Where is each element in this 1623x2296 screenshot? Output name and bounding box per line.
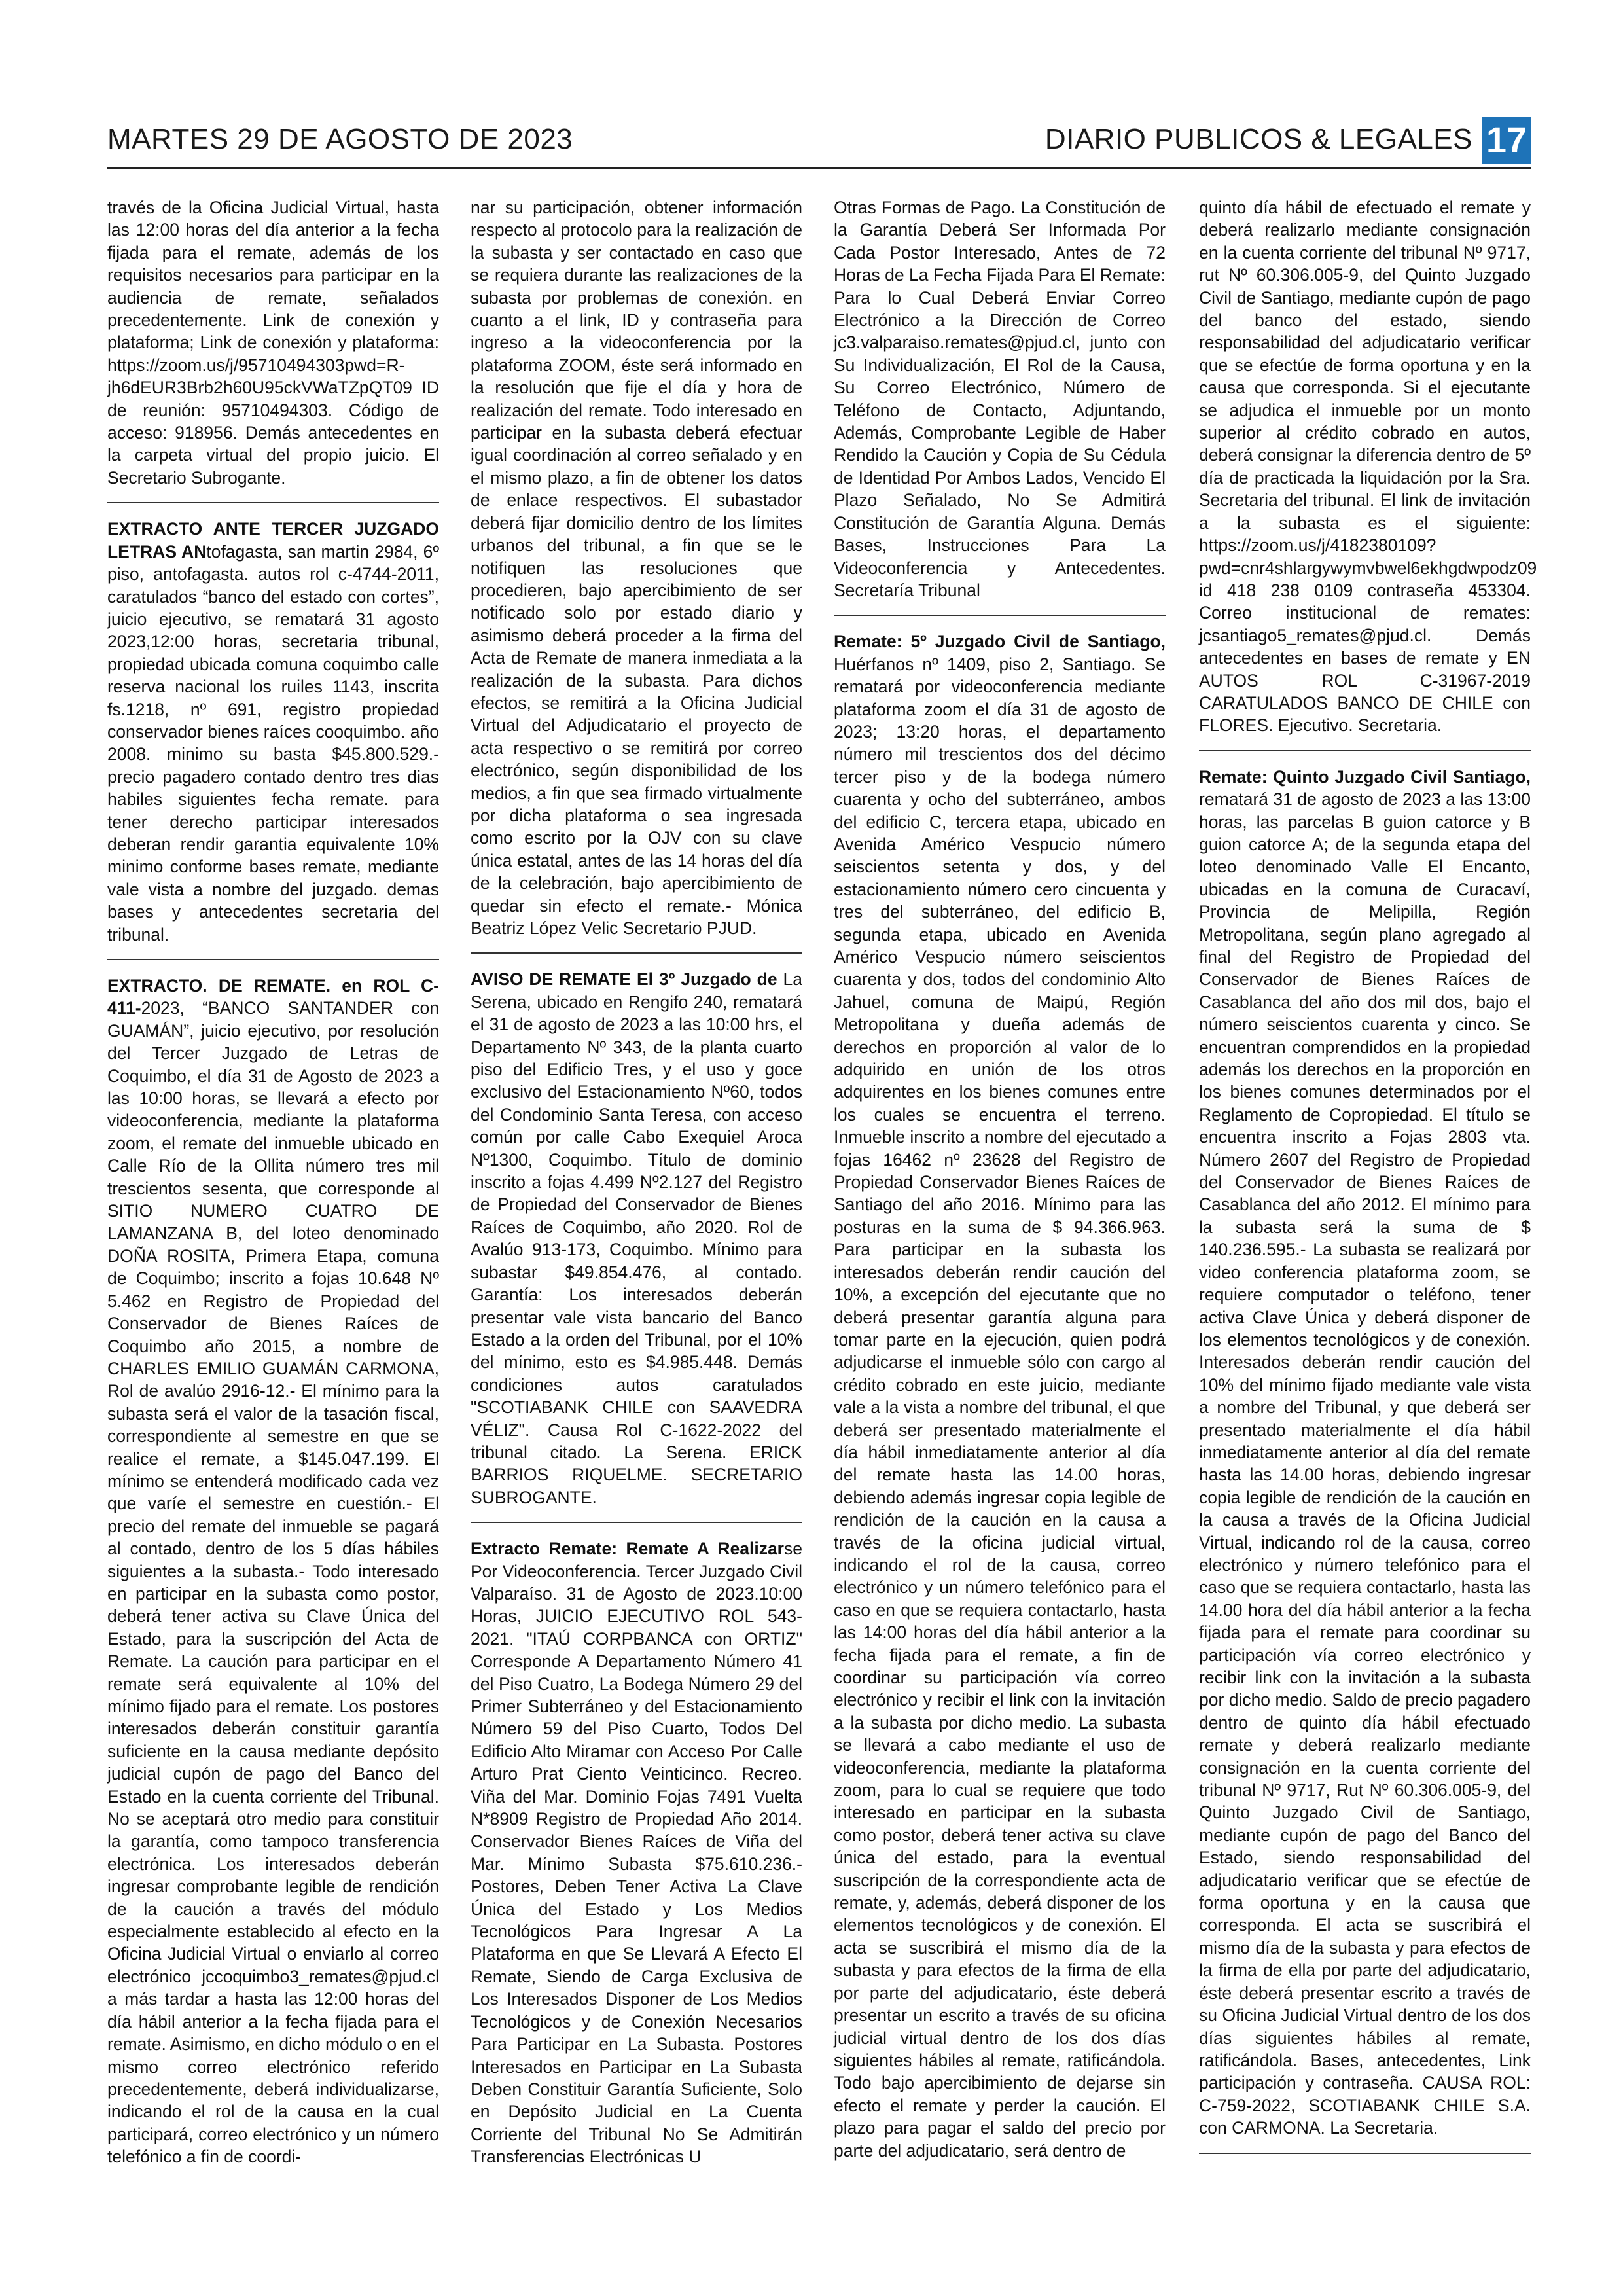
notice-divider — [471, 952, 802, 954]
issue-date: MARTES 29 DE AGOSTO DE 2023 — [107, 123, 573, 155]
notice-body: se Por Videoconferencia. Tercer Juzgado Civil Valparaíso. 31 de Agosto de 2023.10:00 Horas, JUICIO EJECUTIVO ROL 543-2021. "ITAÚ CORPBANCA con ORTIZ" Corresponde A Departamento Número 41 del Piso Cuatro, La Bodega Número 29 del Primer Subterráneo y del Estacionamiento Número 59 del Piso Cuarto, Todos Del Edificio Alto Miramar con Acceso Por Calle Arturo Prat Ciento Veinticinco. Recreo. Viña del Mar. Dominio Fojas 7491 Vuelta N*8909 Registro de Propiedad Año 2014. Conservador Bienes Raíces de Viña del Mar. Mínimo Subasta $75.610.236.- Postores, Deben Tener Activa La Clave Única del Estado y Los Medios Tecnológicos Para Ingresar A La Plataforma en que Se Llevará A Efecto El Remate, Siendo de Carga Exclusiva de Los Interesados Disponer de Los Medios Tecnológicos y de Conexión Necesarios Para Participar en La Subasta. Postores Interesados en Participar en La Subasta Deben Constituir Garantía Suficiente, Solo en Depósito Judicial en La Cuenta Corriente del Tribunal No Se Admitirán Transferencias Electrónicas U — [471, 1539, 802, 2167]
legal-notice — [107, 975, 439, 2168]
notice-title: Extracto Remate: Remate A Realizar — [471, 1539, 784, 1559]
notice-continuation — [1199, 196, 1537, 737]
legal-notice — [834, 630, 1166, 2162]
page-number-badge: 17 — [1482, 117, 1531, 164]
notice-title: Remate: 5º Juzgado Civil de Santiago, — [834, 632, 1166, 652]
notice-body: Huérfanos nº 1409, piso 2, Santiago. Se rematará por videoconferencia mediante plataforma zoom el día 31 de agosto de 2023; 13:20 horas, el departamento número mil trescientos dos del décimo tercer piso y de la bodega número cuarenta y ocho del subterráneo, ambos del edificio C, tercera etapa, ubicado en Avenida Américo Vespucio número seiscientos setenta y dos, y del estacionamiento número cero cincuenta y tres del subterráneo, del edificio B, segunda etapa, ubicado en Avenida Américo Vespucio número seiscientos cuarenta y dos, todos del condominio Alto Jahuel, comuna de Maipú, Región Metropolitana y dueña además de derechos en proporción al valor de lo adquirido en unión de los otros adquirentes en los bienes comunes entre los cuales se encuentra el terreno. Inmueble inscrito a nombre del ejecutado a fojas 16462 nº 23628 del Registro de Propiedad Conservador Bienes Raíces de Santiago del año 2016. Mínimo para las posturas en la suma de $ 94.366.963. Para participar en la subasta los interesados deberán rendir caución del 10%, a excepción del ejecutante que no deberá presentar garantía alguna para tomar parte en la ejecución, quien podrá adjudicarse el inmueble sólo con cargo al crédito cobrado en este juicio, mediante vale a la vista a nombre del tribunal, el que deberá ser presentado materialmente el día hábil inmediatamente anterior al día del remate hasta las 14.00 horas, debiendo además ingresar copia legible de rendición de la caución en la causa a través de la oficina judicial virtual, indicando el rol de la causa, correo electrónico y un número telefónico para el caso en que se requiera contactarlo, hasta las 14:00 horas del día hábil anterior a la fecha fijada para el remate, a fin de coordinar su participación vía correo electrónico y recibir el link con la invitación a la subasta por dicho medio. La subasta se llevará a cabo mediante el uso de videoconferencia, mediante la plataforma zoom, para lo cual se requiere que todo interesado en participar en la subasta como postor, deberá tener activa su clave única del estado, para la eventual suscripción de la correspondiente acta de remate, y, además, deberá disponer de los elementos tecnológicos y de conexión. El acta se suscribirá el mismo día de la subasta y para efectos de la firma de ella por parte del adjudicatario, éste deberá presentar un escrito a través de su oficina judicial virtual dentro de los dos días siguientes hábiles al remate, ratificándola. Todo bajo apercibimiento de dejarse sin efecto el remate y perder la caución. El plazo para pagar el saldo del precio por parte del adjudicatario, será dentro de — [834, 654, 1166, 2161]
notice-title: EXTRACTO. DE REMATE. en ROL C-411- — [107, 976, 439, 1018]
notice-body: través de la Oficina Judicial Virtual, hasta las 12:00 horas del día anterior a la fecha fijada para el remate, además de los requisitos necesarios para participar en la audiencia de remate, señalados precedentemente. Link de conexión y plataforma; Link de conexión y plataforma: https://zoom.us/j/95710494303pwd=R-jh6dEUR3Brb2h60U95ckVWaTZpQT09 ID de reunión: 95710494303. Código de acceso: 918956. Demás antecedentes en la carpeta virtual del propio juicio. El Secretario Subrogante. — [107, 198, 439, 488]
notice-divider — [1199, 2153, 1531, 2154]
notice-title: Remate: Quinto Juzgado Civil Santiago, — [1199, 766, 1531, 787]
notice-continuation — [834, 196, 1166, 601]
section-title: DIARIO PUBLICOS & LEGALES — [1044, 123, 1472, 155]
notice-divider — [1199, 750, 1531, 751]
notice-divider — [834, 615, 1166, 616]
legal-notice — [471, 1537, 802, 2168]
legal-notice — [107, 518, 439, 946]
notice-title: EXTRACTO ANTE TERCER JUZGADO LETRAS AN — [107, 519, 439, 562]
notice-body: 2023, “BANCO SANTANDER con GUAMÁN”, juicio ejecutivo, por resolución del Tercer Juzgado de Letras de Coquimbo, el día 31 de Agosto de 2023 a las 10:00 horas, se llevará a efecto por videoconferencia, mediante la plataforma zoom, el remate del inmueble ubicado en Calle Río de la Ollita número tres mil trescientos sesenta, que corresponde al SITIO NUMERO CUATRO DE LAMANZANA B, del loteo denominado DOÑA ROSITA, Primera Etapa, comuna de Coquimbo; inscrito a fojas 10.648 Nº 5.462 en Registro de Propiedad del Conservador de Bienes Raíces de Coquimbo año 2015, a nombre de CHARLES EMILIO GUAMÁN CARMONA, Rol de avalúo 2916-12.- El mínimo para la subasta será el valor de la tasación fiscal, correspondiente al semestre en que se realice el remate, a $145.047.199. El mínimo se entenderá modificado cada vez que varíe el semestre en cuestión.- El precio del remate del inmueble se pagará al contado, dentro de los 5 días hábiles siguientes a la subasta.- Todo interesado en participar en la subasta como postor, deberá tener activa su Clave Única del Estado, para la suscripción del Acta de Remate. La caución para participar en el remate será equivalente al 10% del mínimo fijado para el remate. Los postores interesados deberán constituir garantía suficiente en la causa mediante depósito judicial cupón de pago del Banco del Estado en la cuenta corriente del Tribunal. No se aceptará otro medio para constituir la garantía, como tampoco transferencia electrónica. Los interesados deberán ingresar comprobante legible de rendición de la caución a través del módulo especialmente establecido al efecto en la Oficina Judicial Virtual o enviarlo al correo electrónico jccoquimbo3_remates@pjud.cl a más tardar a hasta las 12:00 horas del día hábil anterior a la fecha fijada para el remate. Asimismo, en dicho módulo o en el mismo correo electrónico referido precedentemente, deberá individualizarse, indicando el rol de la causa en la cual participará, correo electrónico y un número telefónico a fin de coordi- — [107, 998, 439, 2167]
notice-body: La Serena, ubicado en Rengifo 240, rematará el 31 de agosto de 2023 a las 10:00 hrs, el Departamento Nº 343, de la planta cuarto piso del Edificio Tres, y el uso y goce exclusivo del Estacionamiento Nº60, todos del Condominio Santa Teresa, con acceso común por calle Cabo Exequiel Aroca Nº1300, Coquimbo. Título de dominio inscrito a fojas 4.499 Nº2.127 del Registro de Propiedad del Conservador de Bienes Raíces de Coquimbo, año 2020. Rol de Avalúo 913-173, Coquimbo. Mínimo para subastar $49.854.476, al contado. Garantía: Los interesados deberán presentar vale vista bancario del Banco Estado a la orden del Tribunal, por el 10% del mínimo, esto es $4.985.448. Demás condiciones autos caratulados "SCOTIABANK CHILE con SAAVEDRA VÉLIZ". Causa Rol C-1622-2022 del tribunal citado. La Serena. ERICK BARRIOS RIQUELME. SECRETARIO SUBROGANTE. — [471, 969, 802, 1507]
legal-notice — [1199, 766, 1531, 2140]
column-3 — [834, 196, 1166, 2162]
notice-body: quinto día hábil de efectuado el remate y deberá realizarlo mediante consignación en la cuenta corriente del tribunal Nº 9717, rut Nº 60.306.005-9, del Quinto Juzgado Civil de Santiago, mediante cupón de pago del banco del estado, siendo responsabilidad del adjudicatario verificar que se efectúe de forma oportuna y en la causa que corresponda. Si el ejecutante se adjudica el inmueble por un monto superior al crédito cobrado en autos, deberá consignar la diferencia dentro de 5º día de practicada la liquidación por la Sra. Secretaria del tribunal. El link de invitación a la subasta es el siguiente: https://zoom.us/j/4182380109?pwd=cnr4shlargywymvbwel6ekhgdwpodz09 id 418 238 0109 contraseña 453304. Correo institucional de remates: jcsantiago5_remates@pjud.cl. Demás antecedentes en bases de remate y EN AUTOS ROL C-31967-2019 CARATULADOS BANCO DE CHILE con FLORES. Ejecutivo. Secretaria. — [1199, 198, 1537, 736]
notice-continuation — [471, 196, 802, 939]
notice-divider — [107, 502, 439, 503]
column-4 — [1199, 196, 1537, 2168]
page-header — [107, 117, 1531, 164]
notice-body: Otras Formas de Pago. La Constitución de la Garantía Deberá Ser Informada Por Cada Postor Interesado, Antes de 72 Horas de La Fecha Fijada Para El Remate: Para lo Cual Deberá Enviar Correo Electrónico a la Dirección de Correo jc3.valparaiso.remates@pjud.cl, junto con Su Individualización, El Rol de la Causa, Su Correo Electrónico, Número de Teléfono de Contacto, Adjuntando, Además, Comprobante Legible de Haber Rendido la Caución y Copia de Su Cédula de Identidad Por Ambos Lados, Vencido El Plazo Señalado, No Se Admitirá Constitución de Garantía Alguna. Demás Bases, Instrucciones Para La Videoconferencia y Antecedentes. Secretaría Tribunal — [834, 198, 1166, 600]
notice-divider — [471, 1522, 802, 1523]
header-divider — [107, 167, 1531, 169]
column-1 — [107, 196, 439, 2168]
notice-continuation — [107, 196, 439, 489]
notice-body: tofagasta, san martin 2984, 6º piso, antofagasta. autos rol c-4744-2011, caratulados “banco del estado con cortes”, juicio ejecutivo, se rematará 31 agosto 2023,12:00 horas, secretaria tribunal, propiedad ubicada comuna coquimbo calle reserva nacional los ruiles 1143, inscrita fs.1218, nº 691, registro propiedad conservador bienes raíces cooquimbo. año 2008. minimo su basta $45.800.529.-precio pagadero contado dentro tres dias habiles siguientes fecha remate. para tener derecho participar interesados deberan rendir garantia equivalente 10% minimo conforme bases remate, mediante vale vista a nombre del juzgado. demas bases y antecedentes secretaria del tribunal. — [107, 541, 439, 944]
notice-title: AVISO DE REMATE El 3º Juzgado de — [471, 969, 777, 990]
notice-body: nar su participación, obtener información respecto al protocolo para la realización de la subasta y ser contactado en caso que se requiera durante las realizaciones de la subasta por problemas de conexión. en cuanto a el link, ID y contraseña para ingreso a la videoconferencia por la plataforma ZOOM, éste será informado en la resolución que fije el día y hora de realización del remate. Todo interesado en participar en la subasta deberá efectuar igual coordinación al correo señalado y en el mismo plazo, a fin de obtener los datos de enlace respectivos. El subastador deberá fijar domicilio dentro de los límites urbanos del tribunal, a fin que se le notifiquen las resoluciones que procedieren, bajo apercibimiento de ser notificado solo por estado diario y asimismo deberá proceder a la firma del Acta de Remate de manera inmediata a la realización de la subasta. Para dichos efectos, se remitirá a la Oficina Judicial Virtual del Adjudicatario el proyecto de acta respectivo o se remitirá por correo electrónico, según disponibilidad de los medios, a fin que sea firmado virtualmente por dicha plataforma o sea ingresada como escrito por la OJV con su clave única estatal, antes de las 14 horas del día de la celebración, bajo apercibimiento de quedar sin efecto el remate.- Mónica Beatriz López Velic Secretario PJUD. — [471, 198, 802, 938]
column-2 — [471, 196, 802, 2168]
notice-body: rematará 31 de agosto de 2023 a las 13:00 horas, las parcelas B guion catorce y B guion catorce A; de la segunda etapa del loteo denominado Valle El Encanto, ubicadas en la comuna de Curacaví, Provincia de Melipilla, Región Metropolitana, según plano agregado al final del Registro de Propiedad del Conservador de Bienes Raíces de Casablanca del año dos mil dos, bajo el número seiscientos cuarenta y cinco. Se encuentran comprendidos en la propiedad además los derechos en la proporción en los bienes comunes determinados por el Reglamento de Copropiedad. El título se encuentra inscrito a Fojas 2803 vta. Número 2607 del Registro de Propiedad del Conservador de Bienes Raíces de Casablanca del año 2012. El mínimo para la subasta será la suma de $ 140.236.595.- La subasta se realizará por video conferencia plataforma zoom, se requiere computador o teléfono, tener activa Clave Única y deberá disponer de los elementos tecnológicos y de conexión. Interesados deberán rendir caución del 10% del mínimo fijado mediante vale vista a nombre del Tribunal, y que deberá ser presentado materialmente el día hábil inmediatamente anterior al día del remate hasta las 14.00 horas, debiendo ingresar copia legible de rendición de la caución en la causa a través de la Oficina Judicial Virtual, indicando rol de la causa, correo electrónico y número telefónico para el caso que se requiera contactarlo, hasta las 14.00 hora del día hábil anterior a la fecha fijada para el remate para coordinar su participación vía correo electrónico y recibir link con la invitación a la subasta por dicho medio. Saldo de precio pagadero dentro de quinto día hábil efectuado remate y deberá realizarlo mediante consignación en la cuenta corriente del tribunal Nº 9717, Rut Nº 60.306.005-9, del Quinto Juzgado Civil de Santiago, mediante cupón de pago del Banco del Estado, siendo responsabilidad del adjudicatario verificar que se efectúe de forma oportuna y en la causa que corresponda. El acta se suscribirá el mismo día de la subasta y para efectos de la firma de ella por parte del adjudicatario, éste deberá presentar escrito a través de su Oficina Judicial Virtual dentro de los dos días siguientes hábiles al remate, ratificándola. Bases, antecedentes, Link participación y contraseña. CAUSA ROL: C-759-2022, SCOTIABANK CHILE S.A. con CARMONA. La Secretaria. — [1199, 789, 1531, 2138]
legal-notice — [471, 968, 802, 1509]
notice-divider — [107, 959, 439, 960]
